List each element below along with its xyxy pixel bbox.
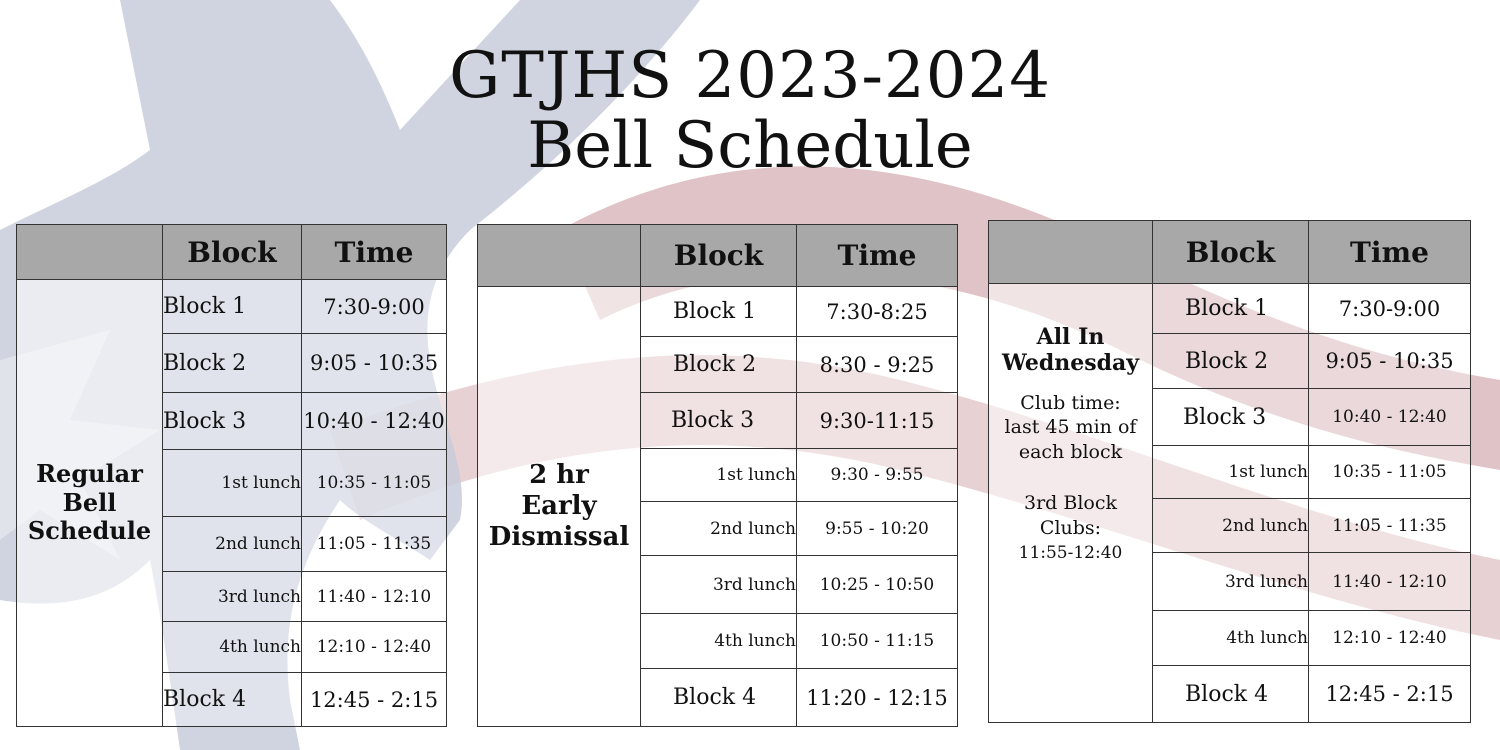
lunch-time: 11:05 - 11:35 [302, 517, 447, 572]
block-time: 7:30-9:00 [302, 280, 447, 334]
header-empty [478, 225, 641, 287]
note-line: 11:55-12:40 [1018, 543, 1123, 564]
table-header-row [478, 225, 958, 287]
lunch-name: 2nd lunch [1153, 499, 1309, 553]
lunch-time: 9:30 - 9:55 [797, 449, 958, 502]
label-line: Early [521, 490, 597, 521]
lunch-time: 11:05 - 11:35 [1309, 499, 1471, 553]
block-name: Block 4 [641, 669, 797, 727]
block-time: 7:30-9:00 [1309, 284, 1471, 334]
block-time: 11:20 - 12:15 [797, 669, 958, 727]
block-time: 12:45 - 2:15 [1309, 666, 1471, 723]
lunch-name: 2nd lunch [163, 517, 302, 572]
label-line: Dismissal [488, 522, 630, 553]
lunch-name: 4th lunch [641, 614, 797, 669]
block-name: Block 1 [641, 287, 797, 337]
label-line: Bell [62, 487, 117, 517]
header-time: Time [1309, 221, 1471, 284]
block-name: Block 3 [641, 393, 797, 449]
schedule-label [478, 287, 641, 727]
lunch-name: 4th lunch [163, 622, 302, 673]
lunch-time: 12:10 - 12:40 [302, 622, 447, 673]
block-name: Block 2 [1153, 334, 1309, 389]
lunch-name: 4th lunch [1153, 611, 1309, 666]
label-line: Regular [36, 458, 143, 488]
label-line: Schedule [27, 516, 152, 546]
note-line: each block [1018, 441, 1123, 464]
header-empty [17, 225, 163, 280]
block-name: Block 1 [1153, 284, 1309, 334]
label-line: Wednesday [1001, 350, 1140, 377]
title-line-2: Bell Schedule [527, 109, 973, 183]
block-time: 12:45 - 2:15 [302, 673, 447, 727]
block-time: 9:30-11:15 [797, 393, 958, 449]
block-time: 8:30 - 9:25 [797, 337, 958, 393]
note-line: Club time: [1020, 391, 1121, 414]
block-time: 9:05 - 10:35 [302, 334, 447, 393]
note-line: last 45 min of [1004, 416, 1137, 439]
note-line: 3rd Block [1023, 491, 1117, 514]
block-time: 10:40 - 12:40 [1309, 389, 1471, 446]
label-line: 2 hr [529, 459, 589, 490]
lunch-name: 1st lunch [163, 450, 302, 517]
block-name: Block 1 [163, 280, 302, 334]
table-row [478, 287, 958, 337]
lunch-time: 11:40 - 12:10 [1309, 553, 1471, 611]
block-name: Block 2 [641, 337, 797, 393]
header-block: Block [1153, 221, 1309, 284]
lunch-name: 1st lunch [1153, 446, 1309, 499]
page-title [0, 39, 1500, 183]
regular-schedule-table [16, 224, 447, 727]
header-time: Time [302, 225, 447, 280]
table-header-row [989, 221, 1471, 284]
early-dismissal-table [477, 224, 958, 727]
schedule-label [989, 284, 1153, 723]
header-block: Block [163, 225, 302, 280]
lunch-name: 3rd lunch [163, 572, 302, 622]
lunch-time: 10:35 - 11:05 [302, 450, 447, 517]
table-header-row [17, 225, 447, 280]
block-name: Block 3 [163, 393, 302, 450]
lunch-name: 2nd lunch [641, 502, 797, 556]
block-name: Block 4 [163, 673, 302, 727]
lunch-time: 10:25 - 10:50 [797, 556, 958, 614]
lunch-name: 3rd lunch [641, 556, 797, 614]
table-row [17, 280, 447, 334]
header-time: Time [797, 225, 958, 287]
clubs-note [989, 491, 1152, 565]
all-in-wednesday-table [988, 220, 1471, 723]
block-name: Block 2 [163, 334, 302, 393]
club-time-note [989, 391, 1152, 465]
header-empty [989, 221, 1153, 284]
lunch-name: 3rd lunch [1153, 553, 1309, 611]
lunch-time: 11:40 - 12:10 [302, 572, 447, 622]
lunch-time: 9:55 - 10:20 [797, 502, 958, 556]
block-time: 10:40 - 12:40 [302, 393, 447, 450]
lunch-time: 10:50 - 11:15 [797, 614, 958, 669]
lunch-time: 10:35 - 11:05 [1309, 446, 1471, 499]
label-line: All In [1036, 324, 1105, 350]
lunch-name: 1st lunch [641, 449, 797, 502]
block-name: Block 3 [1153, 389, 1309, 446]
header-block: Block [641, 225, 797, 287]
schedule-label [17, 280, 163, 727]
block-name: Block 4 [1153, 666, 1309, 723]
block-time: 7:30-8:25 [797, 287, 958, 337]
block-time: 9:05 - 10:35 [1309, 334, 1471, 389]
table-row [989, 284, 1471, 334]
note-line: Clubs: [1039, 516, 1102, 539]
lunch-time: 12:10 - 12:40 [1309, 611, 1471, 666]
title-line-1: GTJHS 2023-2024 [449, 39, 1051, 113]
